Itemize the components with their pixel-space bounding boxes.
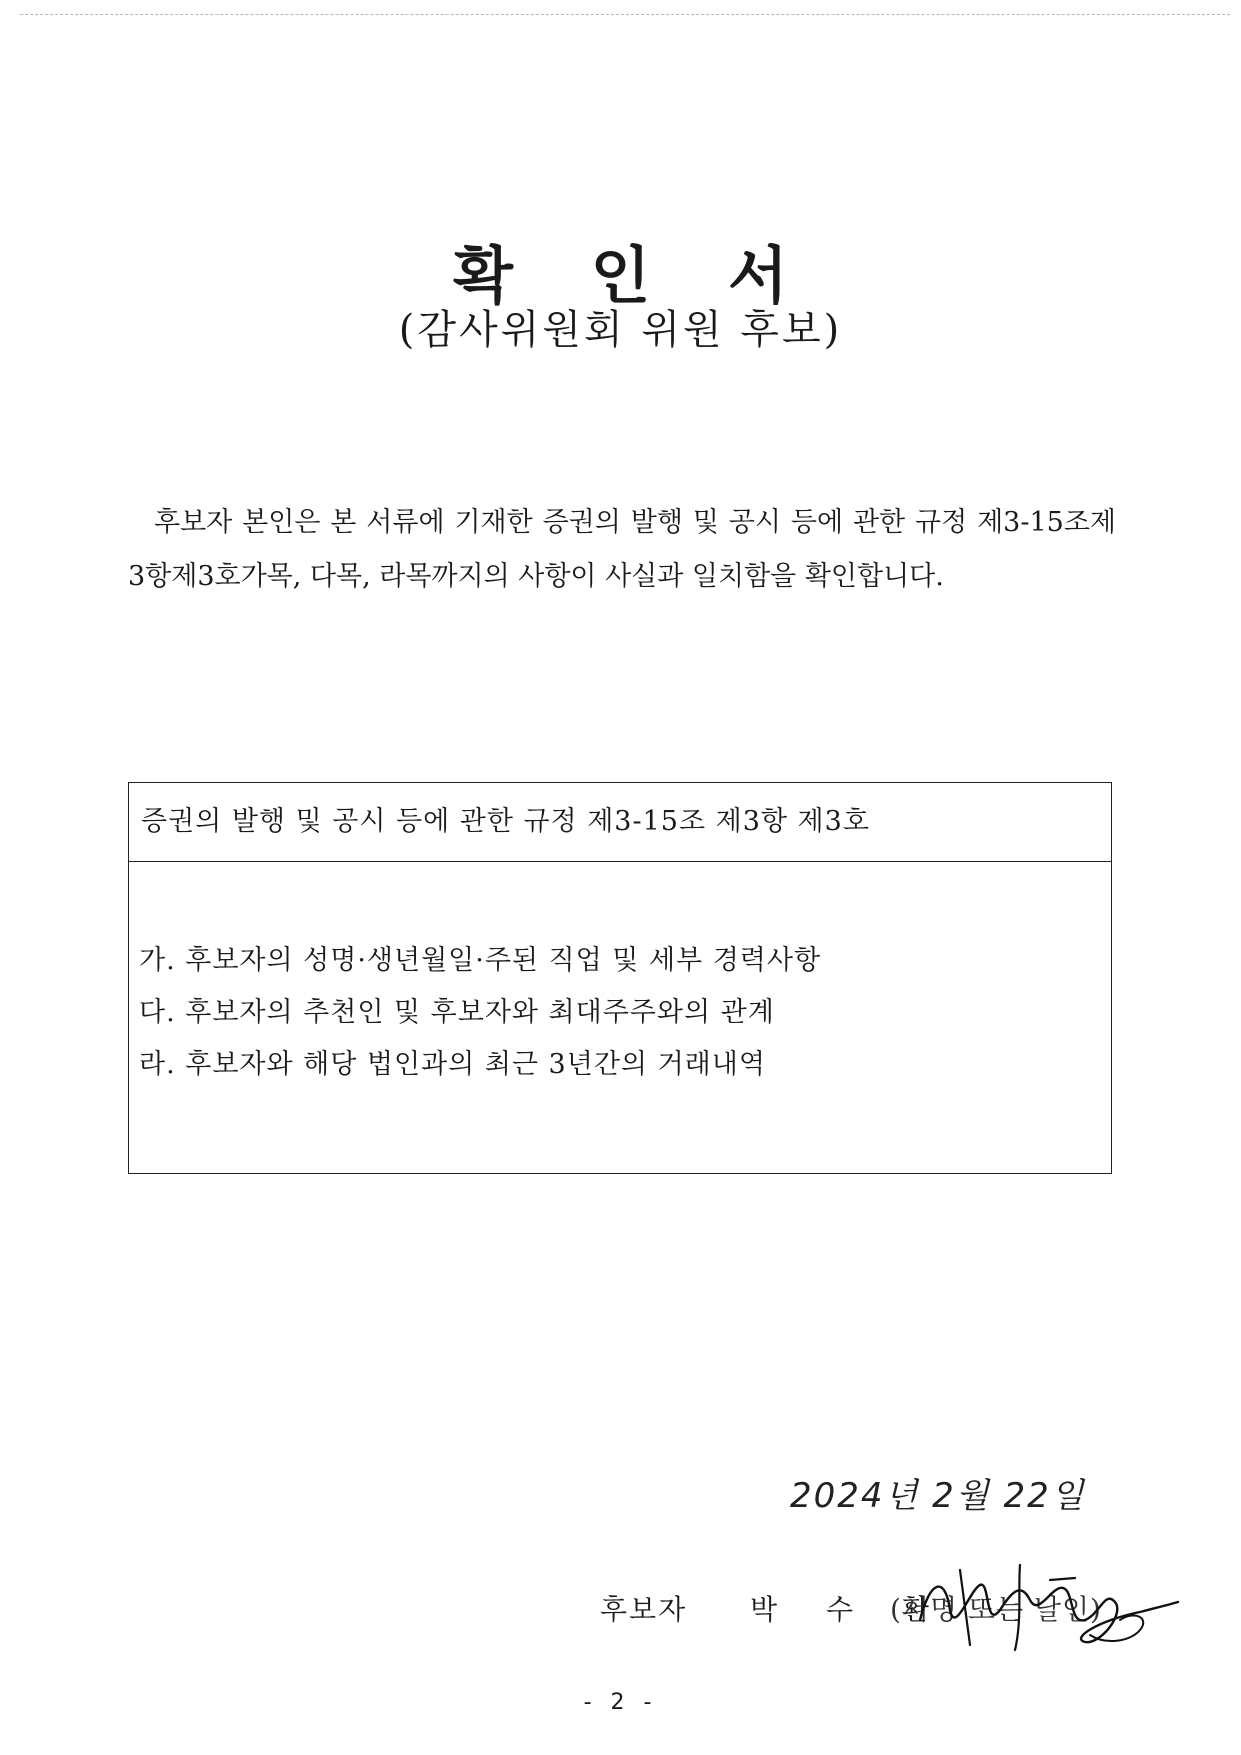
handwritten-date: 2024년 2월 22일 <box>790 1476 1086 1516</box>
confirmation-text: 후보자 본인은 본 서류에 기재한 증권의 발행 및 공시 등에 관한 규정 제3-15조제3항제3호가목, 다목, 라목까지의 사항이 사실과 일치함을 확인합니다. <box>128 507 1116 592</box>
page-number: - 2 - <box>583 1690 658 1715</box>
signature-note: (서명 또는 날인) <box>890 1593 1102 1626</box>
signer-name: 박 수 환 <box>750 1593 949 1626</box>
regulation-item: 가. 후보자의 성명·생년월일·주된 직업 및 세부 경력사항 <box>139 945 822 976</box>
signer-row <box>600 1568 1160 1648</box>
regulation-item: 다. 후보자의 추천인 및 후보자와 최대주주와의 관계 <box>139 997 775 1028</box>
scan-edge-line <box>20 14 1230 15</box>
document-subtitle: (감사위원회 위원 후보) <box>398 307 843 353</box>
regulation-box <box>128 782 1112 1174</box>
handwritten-signature <box>900 1550 1180 1660</box>
document-title: 확 인 서 <box>453 239 816 312</box>
regulation-item: 라. 후보자와 해당 법인과의 최근 3년간의 거래내역 <box>139 1049 766 1080</box>
confirmation-statement <box>128 496 1116 604</box>
signer-label: 후보자 <box>600 1593 688 1626</box>
regulation-box-header: 증권의 발행 및 공시 등에 관한 규정 제3-15조 제3항 제3호 <box>129 783 1111 862</box>
regulation-item-list <box>139 935 821 1091</box>
